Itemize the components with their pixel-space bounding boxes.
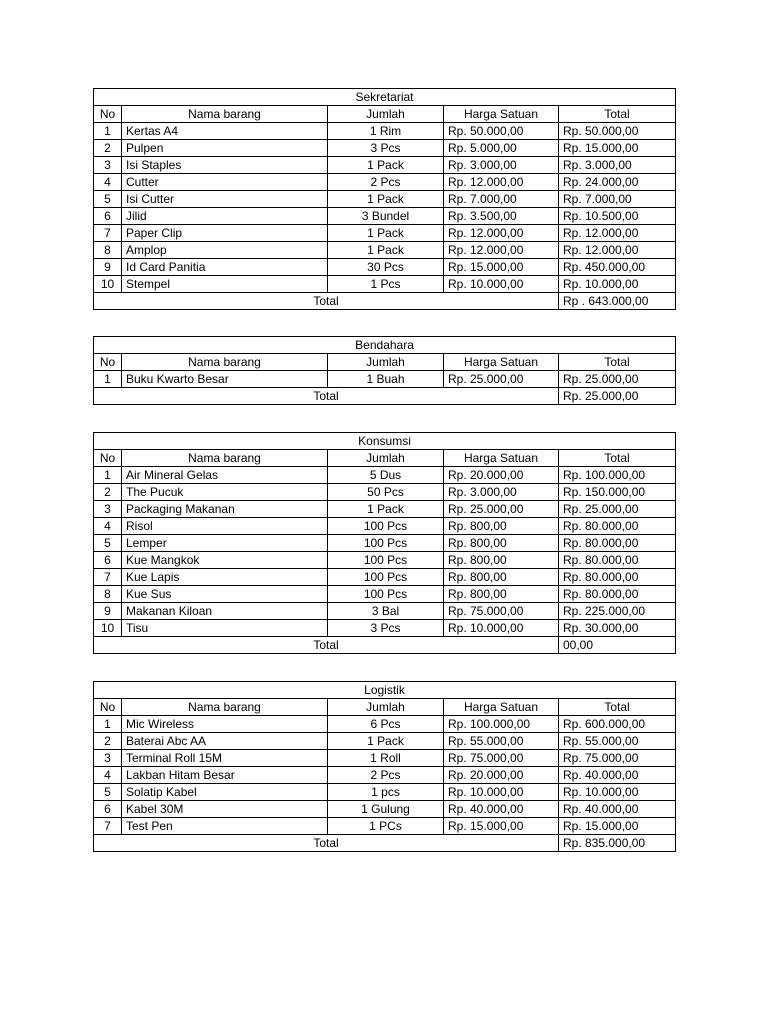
row-harga-satuan: Rp. 800,00	[444, 569, 559, 586]
row-nama-barang: Kue Mangkok	[122, 552, 328, 569]
row-harga-satuan: Rp. 12.000,00	[444, 174, 559, 191]
row-jumlah: 5 Dus	[328, 467, 444, 484]
table-row	[94, 552, 676, 569]
total-value: Rp. 835.000,00	[559, 835, 676, 852]
row-total: Rp. 80.000,00	[559, 518, 676, 535]
row-no: 10	[94, 276, 122, 293]
table-title: Konsumsi	[94, 433, 676, 450]
row-harga-satuan: Rp. 55.000,00	[444, 733, 559, 750]
row-nama-barang: Tisu	[122, 620, 328, 637]
table-row	[94, 716, 676, 733]
row-no: 3	[94, 750, 122, 767]
row-total: Rp. 10.500,00	[559, 208, 676, 225]
table-header-row	[94, 450, 676, 467]
header-total: Total	[559, 354, 676, 371]
row-harga-satuan: Rp. 800,00	[444, 552, 559, 569]
table-row	[94, 784, 676, 801]
row-nama-barang: Pulpen	[122, 140, 328, 157]
row-no: 4	[94, 767, 122, 784]
header-total: Total	[559, 106, 676, 123]
row-jumlah: 3 Bal	[328, 603, 444, 620]
row-total: Rp. 3.000,00	[559, 157, 676, 174]
row-no: 4	[94, 174, 122, 191]
header-no: No	[94, 699, 122, 716]
row-total: Rp. 80.000,00	[559, 586, 676, 603]
table-row	[94, 259, 676, 276]
row-jumlah: 3 Bundel	[328, 208, 444, 225]
table-row	[94, 191, 676, 208]
row-jumlah: 1 Buah	[328, 371, 444, 388]
table-konsumsi	[93, 432, 676, 654]
row-total: Rp. 15.000,00	[559, 818, 676, 835]
row-total: Rp. 80.000,00	[559, 552, 676, 569]
row-jumlah: 2 Pcs	[328, 767, 444, 784]
row-jumlah: 100 Pcs	[328, 535, 444, 552]
row-jumlah: 6 Pcs	[328, 716, 444, 733]
row-harga-satuan: Rp. 7.000,00	[444, 191, 559, 208]
table-bendahara	[93, 336, 676, 405]
row-jumlah: 1 Gulung	[328, 801, 444, 818]
table-row	[94, 140, 676, 157]
table-header-row	[94, 354, 676, 371]
table-row	[94, 750, 676, 767]
row-nama-barang: Id Card Panitia	[122, 259, 328, 276]
table-row	[94, 767, 676, 784]
row-total: Rp. 25.000,00	[559, 371, 676, 388]
row-jumlah: 2 Pcs	[328, 174, 444, 191]
header-jumlah: Jumlah	[328, 106, 444, 123]
row-nama-barang: Lemper	[122, 535, 328, 552]
row-total: Rp. 55.000,00	[559, 733, 676, 750]
table-row	[94, 371, 676, 388]
row-harga-satuan: Rp. 20.000,00	[444, 767, 559, 784]
table-row	[94, 225, 676, 242]
row-no: 1	[94, 371, 122, 388]
row-no: 2	[94, 140, 122, 157]
row-nama-barang: Amplop	[122, 242, 328, 259]
row-nama-barang: Kue Lapis	[122, 569, 328, 586]
header-nama-barang: Nama barang	[122, 106, 328, 123]
table-total-row	[94, 637, 676, 654]
table-total-row	[94, 293, 676, 310]
row-nama-barang: Stempel	[122, 276, 328, 293]
row-nama-barang: Terminal Roll 15M	[122, 750, 328, 767]
table-row	[94, 801, 676, 818]
row-jumlah: 50 Pcs	[328, 484, 444, 501]
row-total: Rp. 80.000,00	[559, 535, 676, 552]
row-nama-barang: Isi Staples	[122, 157, 328, 174]
row-harga-satuan: Rp. 100.000,00	[444, 716, 559, 733]
header-harga-satuan: Harga Satuan	[444, 106, 559, 123]
row-harga-satuan: Rp. 12.000,00	[444, 225, 559, 242]
total-label: Total	[94, 388, 559, 405]
header-jumlah: Jumlah	[328, 354, 444, 371]
header-jumlah: Jumlah	[328, 699, 444, 716]
row-jumlah: 1 pcs	[328, 784, 444, 801]
row-nama-barang: Makanan Kiloan	[122, 603, 328, 620]
header-harga-satuan: Harga Satuan	[444, 699, 559, 716]
row-harga-satuan: Rp. 800,00	[444, 518, 559, 535]
row-harga-satuan: Rp. 15.000,00	[444, 259, 559, 276]
row-total: Rp. 30.000,00	[559, 620, 676, 637]
total-label: Total	[94, 293, 559, 310]
row-total: Rp. 10.000,00	[559, 784, 676, 801]
table-header-row	[94, 106, 676, 123]
row-total: Rp. 50.000,00	[559, 123, 676, 140]
row-jumlah: 3 Pcs	[328, 620, 444, 637]
table-row	[94, 586, 676, 603]
row-jumlah: 100 Pcs	[328, 552, 444, 569]
header-nama-barang: Nama barang	[122, 450, 328, 467]
table-title-row	[94, 433, 676, 450]
row-harga-satuan: Rp. 5.000,00	[444, 140, 559, 157]
row-total: Rp. 40.000,00	[559, 801, 676, 818]
row-jumlah: 1 Pack	[328, 242, 444, 259]
table-title: Bendahara	[94, 337, 676, 354]
total-label: Total	[94, 835, 559, 852]
table-row	[94, 818, 676, 835]
row-harga-satuan: Rp. 3.000,00	[444, 157, 559, 174]
table-row	[94, 157, 676, 174]
row-harga-satuan: Rp. 20.000,00	[444, 467, 559, 484]
header-nama-barang: Nama barang	[122, 354, 328, 371]
row-harga-satuan: Rp. 3.000,00	[444, 484, 559, 501]
table-row	[94, 276, 676, 293]
row-harga-satuan: Rp. 10.000,00	[444, 784, 559, 801]
table-sekretariat	[93, 88, 676, 310]
table-row	[94, 467, 676, 484]
row-jumlah: 1 Pack	[328, 501, 444, 518]
row-total: Rp. 40.000,00	[559, 767, 676, 784]
row-no: 4	[94, 518, 122, 535]
row-total: Rp. 10.000,00	[559, 276, 676, 293]
total-label: Total	[94, 637, 559, 654]
row-no: 5	[94, 535, 122, 552]
row-jumlah: 1 Pack	[328, 225, 444, 242]
row-harga-satuan: Rp. 75.000,00	[444, 750, 559, 767]
header-no: No	[94, 106, 122, 123]
row-no: 3	[94, 501, 122, 518]
row-harga-satuan: Rp. 25.000,00	[444, 501, 559, 518]
row-no: 3	[94, 157, 122, 174]
row-jumlah: 1 Pack	[328, 733, 444, 750]
row-jumlah: 100 Pcs	[328, 569, 444, 586]
header-total: Total	[559, 450, 676, 467]
row-harga-satuan: Rp. 25.000,00	[444, 371, 559, 388]
row-harga-satuan: Rp. 75.000,00	[444, 603, 559, 620]
row-nama-barang: Jilid	[122, 208, 328, 225]
row-nama-barang: The Pucuk	[122, 484, 328, 501]
table-row	[94, 620, 676, 637]
table-header-row	[94, 699, 676, 716]
row-total: Rp. 75.000,00	[559, 750, 676, 767]
table-total-row	[94, 835, 676, 852]
row-jumlah: 30 Pcs	[328, 259, 444, 276]
row-nama-barang: Buku Kwarto Besar	[122, 371, 328, 388]
row-no: 7	[94, 225, 122, 242]
table-row	[94, 208, 676, 225]
row-no: 7	[94, 818, 122, 835]
row-jumlah: 1 PCs	[328, 818, 444, 835]
row-no: 1	[94, 716, 122, 733]
row-no: 6	[94, 552, 122, 569]
row-nama-barang: Paper Clip	[122, 225, 328, 242]
row-nama-barang: Kertas A4	[122, 123, 328, 140]
row-total: Rp. 12.000,00	[559, 225, 676, 242]
row-total: Rp. 25.000,00	[559, 501, 676, 518]
row-jumlah: 1 Pack	[328, 157, 444, 174]
row-nama-barang: Kue Sus	[122, 586, 328, 603]
header-jumlah: Jumlah	[328, 450, 444, 467]
row-harga-satuan: Rp. 800,00	[444, 586, 559, 603]
row-no: 5	[94, 191, 122, 208]
row-jumlah: 1 Roll	[328, 750, 444, 767]
row-total: Rp. 80.000,00	[559, 569, 676, 586]
row-no: 6	[94, 801, 122, 818]
row-no: 9	[94, 259, 122, 276]
row-jumlah: 3 Pcs	[328, 140, 444, 157]
row-jumlah: 100 Pcs	[328, 586, 444, 603]
row-no: 5	[94, 784, 122, 801]
row-jumlah: 100 Pcs	[328, 518, 444, 535]
row-no: 1	[94, 467, 122, 484]
total-value: Rp . 643.000,00	[559, 293, 676, 310]
row-total: Rp. 12.000,00	[559, 242, 676, 259]
row-jumlah: 1 Pack	[328, 191, 444, 208]
row-total: Rp. 450.000,00	[559, 259, 676, 276]
row-nama-barang: Cutter	[122, 174, 328, 191]
row-nama-barang: Kabel 30M	[122, 801, 328, 818]
table-total-row	[94, 388, 676, 405]
table-title: Logistik	[94, 682, 676, 699]
row-harga-satuan: Rp. 40.000,00	[444, 801, 559, 818]
row-total: Rp. 600.000,00	[559, 716, 676, 733]
row-no: 8	[94, 242, 122, 259]
table-row	[94, 569, 676, 586]
row-no: 9	[94, 603, 122, 620]
row-total: Rp. 225.000,00	[559, 603, 676, 620]
row-nama-barang: Baterai Abc AA	[122, 733, 328, 750]
table-logistik	[93, 681, 676, 852]
row-nama-barang: Mic Wireless	[122, 716, 328, 733]
table-row	[94, 501, 676, 518]
total-value: 00,00	[559, 637, 676, 654]
header-harga-satuan: Harga Satuan	[444, 354, 559, 371]
row-no: 2	[94, 484, 122, 501]
table-title-row	[94, 682, 676, 699]
header-total: Total	[559, 699, 676, 716]
table-row	[94, 518, 676, 535]
row-total: Rp. 15.000,00	[559, 140, 676, 157]
row-no: 2	[94, 733, 122, 750]
row-no: 8	[94, 586, 122, 603]
row-harga-satuan: Rp. 800,00	[444, 535, 559, 552]
row-total: Rp. 150.000,00	[559, 484, 676, 501]
row-nama-barang: Isi Cutter	[122, 191, 328, 208]
table-row	[94, 242, 676, 259]
row-jumlah: 1 Pcs	[328, 276, 444, 293]
row-harga-satuan: Rp. 50.000,00	[444, 123, 559, 140]
header-no: No	[94, 354, 122, 371]
header-nama-barang: Nama barang	[122, 699, 328, 716]
row-harga-satuan: Rp. 15.000,00	[444, 818, 559, 835]
row-no: 1	[94, 123, 122, 140]
row-nama-barang: Test Pen	[122, 818, 328, 835]
row-nama-barang: Air Mineral Gelas	[122, 467, 328, 484]
header-harga-satuan: Harga Satuan	[444, 450, 559, 467]
table-row	[94, 123, 676, 140]
row-total: Rp. 100.000,00	[559, 467, 676, 484]
header-no: No	[94, 450, 122, 467]
table-row	[94, 733, 676, 750]
row-nama-barang: Lakban Hitam Besar	[122, 767, 328, 784]
row-no: 6	[94, 208, 122, 225]
total-value: Rp. 25.000,00	[559, 388, 676, 405]
table-row	[94, 174, 676, 191]
row-no: 7	[94, 569, 122, 586]
row-harga-satuan: Rp. 3.500,00	[444, 208, 559, 225]
table-row	[94, 535, 676, 552]
row-nama-barang: Solatip Kabel	[122, 784, 328, 801]
row-jumlah: 1 Rim	[328, 123, 444, 140]
table-title: Sekretariat	[94, 89, 676, 106]
row-harga-satuan: Rp. 10.000,00	[444, 276, 559, 293]
row-harga-satuan: Rp. 12.000,00	[444, 242, 559, 259]
row-total: Rp. 24.000,00	[559, 174, 676, 191]
table-title-row	[94, 89, 676, 106]
row-nama-barang: Packaging Makanan	[122, 501, 328, 518]
table-title-row	[94, 337, 676, 354]
row-no: 10	[94, 620, 122, 637]
table-row	[94, 484, 676, 501]
table-row	[94, 603, 676, 620]
row-total: Rp. 7.000,00	[559, 191, 676, 208]
row-nama-barang: Risol	[122, 518, 328, 535]
row-harga-satuan: Rp. 10.000,00	[444, 620, 559, 637]
